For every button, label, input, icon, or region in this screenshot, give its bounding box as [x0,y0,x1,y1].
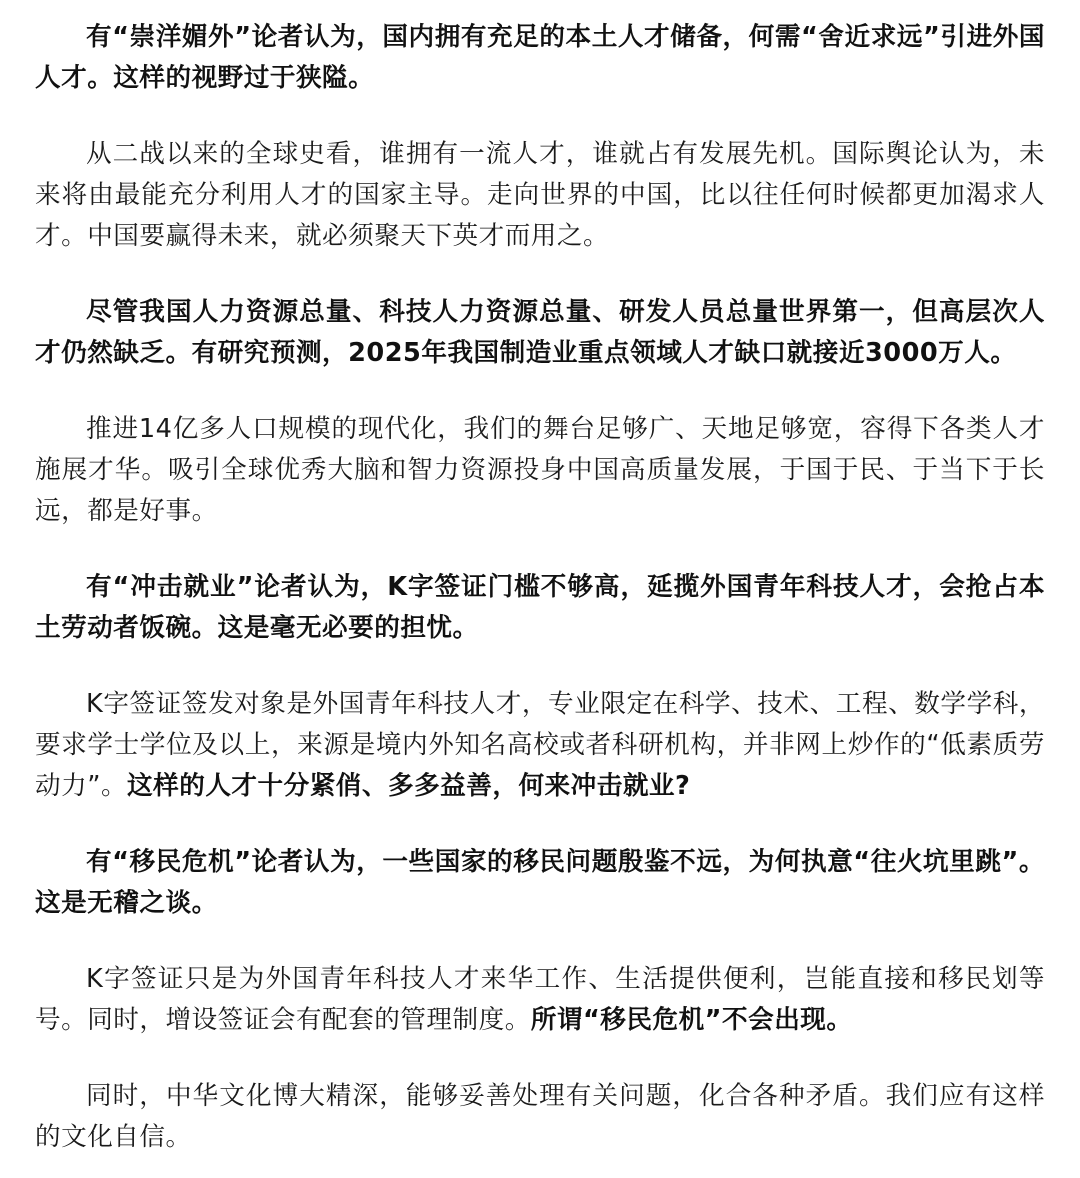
paragraph-8-text: K字签证只是为外国青年科技人才来华工作、生活提供便利，岂能直接和移民划等号。同时，增设签证会有配套的管理制度。 [35,964,1045,1035]
paragraph-8 [35,959,1045,1041]
paragraph-1 [35,17,1045,99]
paragraph-7-text: 有“移民危机”论者认为，一些国家的移民问题殷鉴不远，为何执意“往火坑里跳”。这是无稽之谈。 [35,847,1045,918]
paragraph-9-text: 同时，中华文化博大精深，能够妥善处理有关问题，化合各种矛盾。我们应有这样的文化自信。 [35,1081,1045,1152]
paragraph-6-bold-tail: 这样的人才十分紧俏、多多益善，何来冲击就业? [127,771,691,801]
paragraph-6 [35,684,1045,807]
paragraph-1-text: 有“崇洋媚外”论者认为，国内拥有充足的本土人才储备，何需“舍近求远”引进外国人才。这样的视野过于狭隘。 [35,22,1045,93]
paragraph-4 [35,409,1045,532]
article-body [35,0,1045,1158]
paragraph-2 [35,134,1045,257]
paragraph-5-text: 有“冲击就业”论者认为，K字签证门槛不够高，延揽外国青年科技人才，会抢占本土劳动者饭碗。这是毫无必要的担忧。 [35,572,1045,643]
paragraph-6-text: K字签证签发对象是外国青年科技人才，专业限定在科学、技术、工程、数学学科，要求学士学位及以上，来源是境内外知名高校或者科研机构，并非网上炒作的“低素质劳动力”。 [35,689,1045,801]
paragraph-3 [35,292,1045,374]
paragraph-7 [35,842,1045,924]
paragraph-5 [35,567,1045,649]
paragraph-8-bold-tail: 所谓“移民危机”不会出现。 [530,1005,853,1035]
paragraph-3-text: 尽管我国人力资源总量、科技人力资源总量、研发人员总量世界第一，但高层次人才仍然缺乏。有研究预测，2025年我国制造业重点领域人才缺口就接近3000万人。 [35,297,1045,368]
paragraph-2-text: 从二战以来的全球史看，谁拥有一流人才，谁就占有发展先机。国际舆论认为，未来将由最能充分利用人才的国家主导。走向世界的中国，比以往任何时候都更加渴求人才。中国要赢得未来，就必须聚天下英才而用之。 [35,139,1045,251]
paragraph-4-text: 推进14亿多人口规模的现代化，我们的舞台足够广、天地足够宽，容得下各类人才施展才华。吸引全球优秀大脑和智力资源投身中国高质量发展，于国于民、于当下于长远，都是好事。 [35,414,1045,526]
paragraph-9 [35,1076,1045,1158]
